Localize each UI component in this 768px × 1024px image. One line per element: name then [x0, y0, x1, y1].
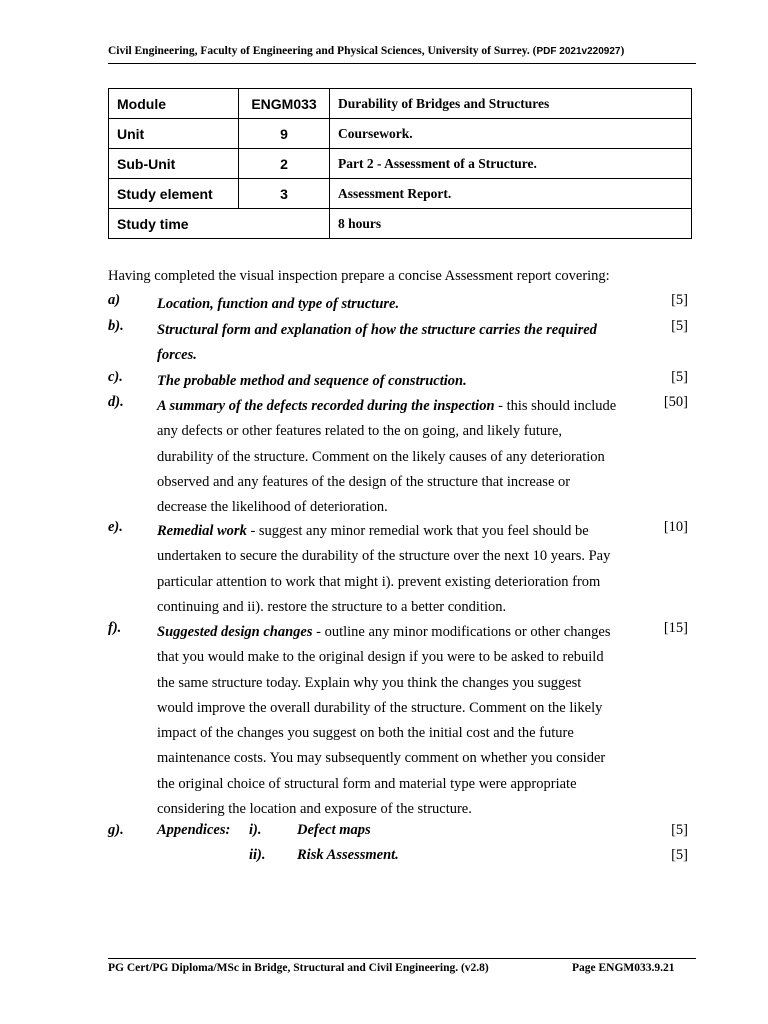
item-mark: [5]	[671, 318, 688, 334]
appendix-number: i).	[249, 822, 262, 838]
item-key: g).	[108, 822, 124, 838]
footer-course: PG Cert/PG Diploma/MSc in Bridge, Structural and Civil Engineering. (v2.8)	[108, 962, 489, 974]
item-text: undertaken to secure the durability of the structure over the next 10 years. Pay	[157, 548, 611, 565]
row-label: Unit	[109, 119, 239, 149]
table-row	[109, 179, 692, 209]
appendix-mark: [5]	[671, 847, 688, 863]
item-mark: [5]	[671, 292, 688, 308]
row-number: ENGM033	[239, 89, 330, 119]
item-key: b).	[108, 318, 124, 334]
item-mark: [15]	[663, 620, 688, 636]
page-footer	[108, 962, 696, 974]
row-label: Module	[109, 89, 239, 119]
item-title: Location, function and type of structure.	[157, 296, 400, 312]
header-close: )	[620, 45, 625, 57]
item-text: observed and any features of the design of the structure that increase or	[157, 473, 571, 490]
item-text: the original choice of structural form and material type were appropriate	[157, 775, 577, 792]
item-text: that you would make to the original design if you were to be asked to rebuild	[157, 649, 604, 666]
row-number: 3	[239, 179, 330, 209]
row-number: 9	[239, 119, 330, 149]
item-text: maintenance costs. You may subsequently comment on whether you consider	[157, 750, 606, 767]
row-value: Coursework.	[330, 119, 692, 149]
table-row	[109, 149, 692, 179]
footer-rule	[108, 958, 696, 959]
module-info-table	[108, 88, 692, 239]
intro-text: Having completed the visual inspection prepare a concise Assessment report covering:	[108, 268, 610, 284]
item-text: - this should include	[494, 398, 617, 414]
item-mark: [50]	[663, 394, 688, 410]
item-title-cont: forces.	[157, 347, 197, 364]
item-title: Remedial work	[157, 523, 247, 539]
item-title: The probable method and sequence of construction.	[157, 373, 467, 389]
item-text: any defects or other features related to the on going, and likely future,	[157, 423, 563, 440]
item-mark: [10]	[663, 519, 688, 535]
row-value: Durability of Bridges and Structures	[330, 89, 692, 119]
item-text: durability of the structure. Comment on the likely causes of any deterioration	[157, 448, 605, 465]
row-label: Study time	[109, 209, 330, 239]
item-text: - outline any minor modifications or other changes	[312, 624, 611, 640]
item-text: would improve the overall durability of the structure. Comment on the likely	[157, 699, 603, 716]
item-text: - suggest any minor remedial work that you feel should be	[246, 523, 589, 539]
item-title: A summary of the defects recorded during the inspection	[157, 398, 495, 414]
item-title: Appendices:	[157, 822, 231, 838]
row-label: Study element	[109, 179, 239, 209]
item-key: f).	[108, 620, 122, 636]
row-value: Assessment Report.	[330, 179, 692, 209]
header-rule	[108, 63, 696, 64]
item-title: Suggested design changes	[157, 624, 313, 640]
item-text: the same structure today. Explain why you think the changes you suggest	[157, 674, 582, 691]
item-key: e).	[108, 519, 123, 535]
header-pdf-version: PDF 2021v220927	[536, 46, 621, 57]
table-row	[109, 89, 692, 119]
item-text: decrease the likelihood of deterioration.	[157, 499, 388, 516]
header-text: Civil Engineering, Faculty of Engineering and Physical Sciences, University of Surrey. (	[108, 45, 537, 57]
item-key: d).	[108, 394, 124, 410]
page-header	[108, 45, 696, 57]
footer-page-number: Page ENGM033.9.21	[572, 962, 675, 974]
item-text: continuing and ii). restore the structure to a better condition.	[157, 598, 507, 615]
item-mark: [5]	[671, 369, 688, 385]
item-title: Structural form and explanation of how the structure carries the required	[157, 322, 597, 338]
row-value: Part 2 - Assessment of a Structure.	[330, 149, 692, 179]
item-text: particular attention to work that might i). prevent existing deterioration from	[157, 573, 601, 590]
appendix-title: Risk Assessment.	[297, 847, 399, 863]
row-number: 2	[239, 149, 330, 179]
row-label: Sub-Unit	[109, 149, 239, 179]
item-text: considering the location and exposure of the structure.	[157, 801, 472, 818]
item-key: a)	[108, 292, 121, 308]
appendix-mark: [5]	[671, 822, 688, 838]
appendix-title: Defect maps	[297, 822, 371, 838]
appendix-number: ii).	[249, 847, 266, 863]
row-value: 8 hours	[330, 209, 692, 239]
table-row	[109, 119, 692, 149]
item-key: c).	[108, 369, 123, 385]
table-row	[109, 209, 692, 239]
item-text: impact of the changes you suggest on both the initial cost and the future	[157, 725, 574, 742]
